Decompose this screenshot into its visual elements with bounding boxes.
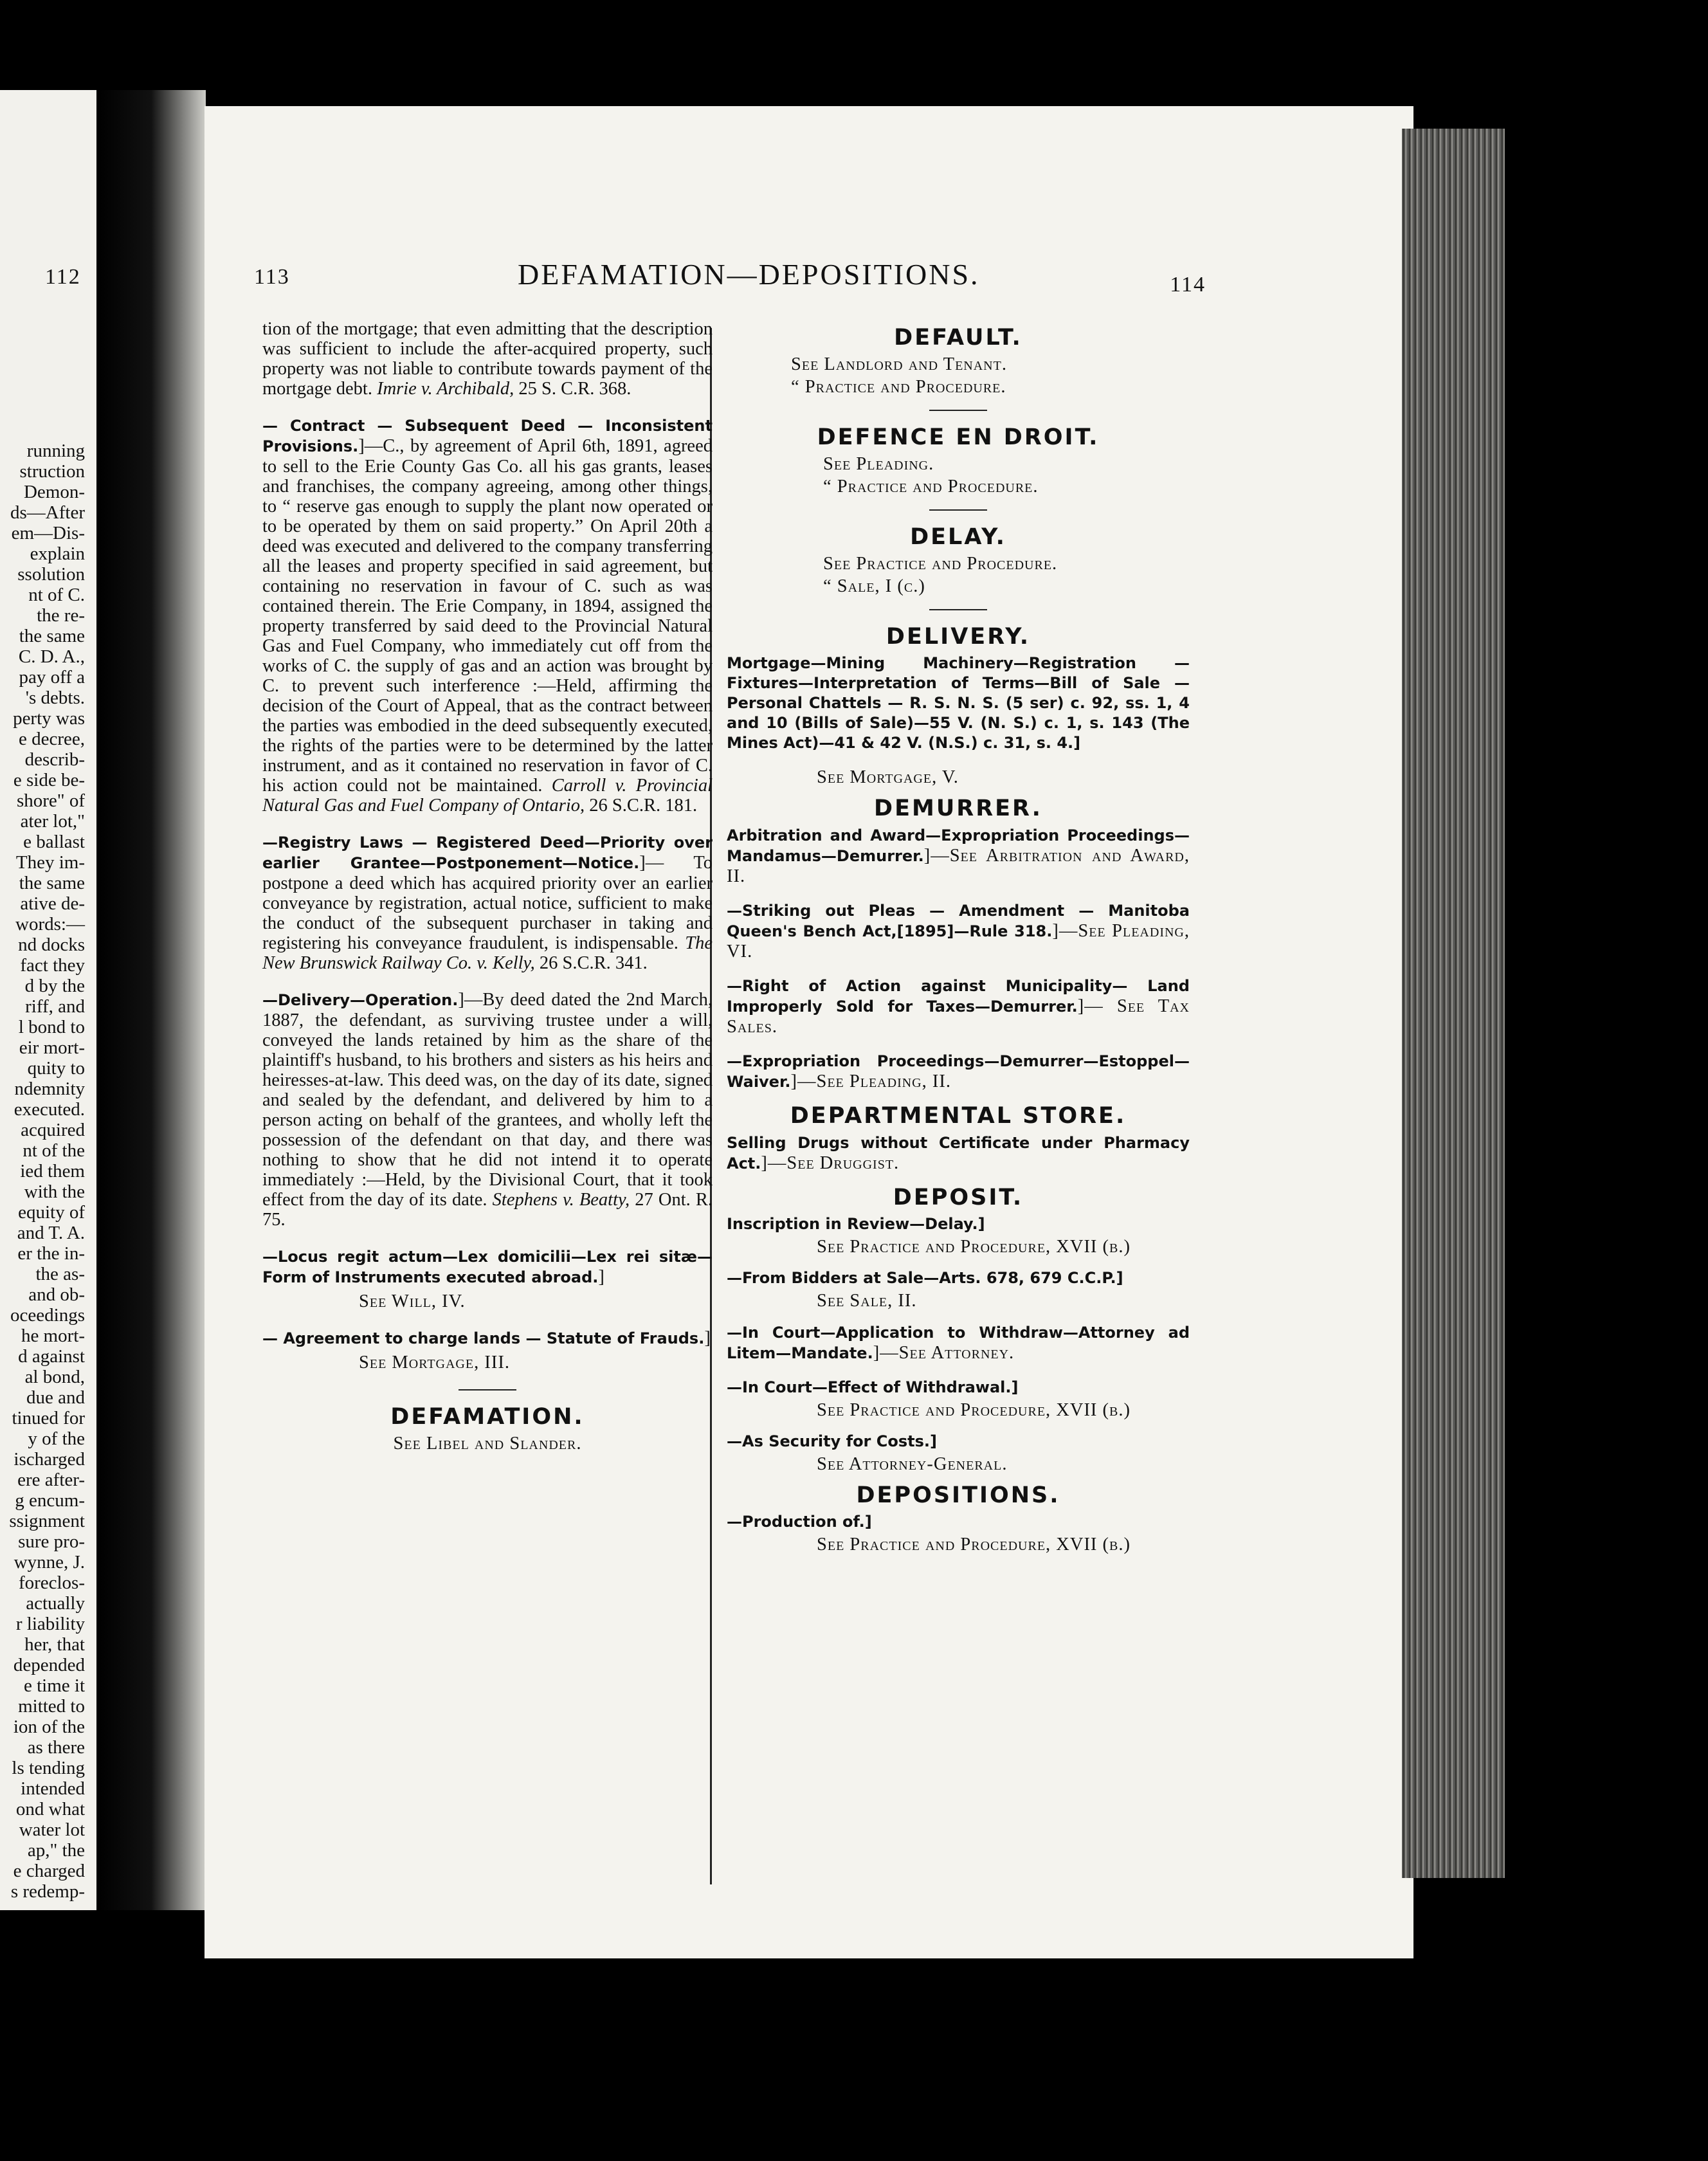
cross-reference: See Practice and Procedure, XVII (b.) — [817, 1535, 1131, 1555]
entry-heading: Arbitration and Award—Expropriation Proceedings—Mandamus—Demurrer. — [727, 826, 1190, 865]
facing-page-line: he mort- — [21, 1326, 85, 1346]
facing-page-line: quity to — [27, 1058, 85, 1079]
cross-reference: See Practice and Procedure, XVII (b.) — [817, 1400, 1131, 1420]
facing-page-line: the as- — [35, 1264, 85, 1284]
facing-page-line: r liability — [15, 1614, 85, 1634]
facing-page-line: struction — [19, 461, 85, 482]
facing-page-line: ap," the — [27, 1840, 85, 1861]
running-header — [254, 257, 1206, 296]
section-rule — [929, 609, 987, 610]
facing-page-line: s redemp- — [10, 1881, 85, 1902]
page-title: DEFAMATION—DEPOSITIONS. — [518, 258, 980, 291]
cross-reference: ]—See Pleading, II. — [790, 1071, 951, 1091]
facing-page-line: water lot — [19, 1819, 85, 1840]
facing-page-line: e decree, — [18, 729, 85, 749]
entry-heading: —Right of Action against Municipality— Land Improperly Sold for Taxes—Demurrer. — [727, 977, 1190, 1016]
facing-page-line: actually — [26, 1593, 85, 1614]
right-column — [727, 319, 1190, 1566]
section-heading-defence: DEFENCE EN DROIT. — [817, 424, 1100, 450]
facing-page-line: ssolution — [17, 564, 85, 585]
facing-page-line: d by the — [24, 976, 85, 996]
report-reference: 26 S.C.R. 341. — [539, 953, 648, 973]
facing-page-line: l bond to — [18, 1017, 85, 1037]
entry-heading: —As Security for Costs.] — [727, 1432, 937, 1450]
section-heading-depositions: DEPOSITIONS. — [856, 1482, 1060, 1508]
entry-locus-regit: —Locus regit actum—Lex domicilii—Lex rei sitæ—Form of Instruments executed abroad.] — [262, 1248, 713, 1287]
facing-page-line: ere after- — [17, 1470, 85, 1490]
cross-reference: “ Practice and Procedure. — [791, 377, 1006, 397]
facing-page-line: the same — [19, 873, 85, 893]
section-heading-delivery: DELIVERY. — [886, 624, 1031, 650]
facing-page-line: foreclos- — [18, 1573, 85, 1593]
entry-heading: Mortgage—Mining Machinery—Registration —Fixtures—Interpretation of Terms—Bill of Sale — Personal Chattels — R. S. N. S. (5 ser) c. 92, ss. 1, 4 and 10 (Bills of Sale)—55 V. (N. S.) c. 1, s. 143 (The Mines Act)—41 & 42 V. (N.S.) c. 31, s. 4.] — [727, 654, 1190, 752]
cross-reference: See Pleading. — [823, 454, 934, 474]
cross-reference: ]— See Tax Sales. — [727, 996, 1190, 1037]
entry-heading: —Locus regit actum—Lex domicilii—Lex rei sitæ—Form of Instruments executed abroad. — [262, 1248, 713, 1286]
facing-page-line: ion of the — [13, 1717, 85, 1737]
cross-reference: See Attorney-General. — [817, 1454, 1008, 1474]
entry-agreement: — Agreement to charge lands — Statute of Frauds.] — [262, 1328, 711, 1348]
facing-page-line: describ- — [24, 749, 85, 770]
cross-reference: See Libel and Slander. — [393, 1434, 582, 1454]
report-reference: 27 Ont. R. 75. — [262, 1190, 713, 1230]
section-rule — [459, 1389, 516, 1391]
facing-page-line: 's debts. — [25, 688, 85, 708]
facing-page-line: e charged — [13, 1861, 85, 1881]
facing-page-line: perty was — [13, 708, 85, 729]
entry-heading: — Contract — Subsequent Deed — Inconsistent Provisions. — [262, 417, 713, 455]
cross-reference: See Mortgage, V. — [817, 767, 959, 787]
cross-reference: See Mortgage, III. — [359, 1353, 510, 1372]
facing-page-line: nt of the — [23, 1140, 85, 1161]
facing-page-line: equity of — [18, 1202, 85, 1223]
section-heading-delay: DELAY. — [910, 524, 1006, 550]
facing-page-line: as there — [27, 1737, 85, 1758]
entry-demurrer-4 — [727, 1051, 1190, 1092]
facing-page-line: pay off a — [19, 667, 85, 688]
facing-page-line: words:— — [15, 914, 85, 935]
entry-heading: —Delivery—Operation. — [262, 991, 459, 1009]
facing-page-line: executed. — [14, 1099, 85, 1120]
entry-heading: Selling Drugs without Certificate under Pharmacy Act. — [727, 1134, 1190, 1172]
left-column — [262, 319, 713, 1470]
section-rule — [929, 509, 987, 511]
case-citation: Stephens v. Beatty, — [492, 1190, 630, 1210]
entry-heading: Inscription in Review—Delay.] — [727, 1215, 985, 1233]
facing-page-line: and T. A. — [17, 1223, 85, 1243]
facing-page-line: ndemnity — [14, 1079, 85, 1099]
facing-page-line: the re- — [37, 605, 85, 626]
facing-page-line: d against — [18, 1346, 85, 1367]
entry-heading: —In Court—Application to Withdraw—Attorney ad Litem—Mandate. — [727, 1324, 1190, 1362]
entry-heading: —Production of.] — [727, 1513, 872, 1531]
entry-delivery-operation: —Delivery—Operation.]—By deed dated the 2nd March, 1887, the defendant, as surviving trustee under a will, conveyed the lands retained by him as the share of the plaintiff's husband, to his brothers and sisters as his heirs and heiresses-at-law. This deed was, on the day of its date, signed and sealed by the defendant, and delivered by him to a person acting on behalf of the grantees, and wholly left the possession of the defendant on that day, and there was nothing to show that he did not intend it to operate immediately :—Held, by the Divisional Court, that it took effect from the day of its date. Stephens v. Beatty, 27 Ont. R. 75. — [262, 990, 713, 1230]
facing-page-line: ls tending — [12, 1758, 85, 1778]
entry-continuation: tion of the mortgage; that even admitting that the description was sufficient to include the after-acquired property, such property was not liable to contribute towards payment of the mortgage debt. Imrie v. Archibald, 25 S. C.R. 368. — [262, 319, 713, 399]
facing-page-line: e ballast — [23, 832, 85, 852]
facing-page-line: with the — [24, 1181, 85, 1202]
cross-reference: See Will, IV. — [359, 1291, 466, 1311]
section-rule — [929, 410, 987, 411]
facing-page-line: g encum- — [15, 1490, 85, 1511]
section-heading-defamation: DEFAMATION. — [390, 1404, 585, 1430]
entry-heading: —From Bidders at Sale—Arts. 678, 679 C.C.P.] — [727, 1269, 1123, 1287]
entry-heading: —In Court—Effect of Withdrawal.] — [727, 1378, 1019, 1396]
cross-reference: See Sale, II. — [817, 1291, 917, 1311]
entry-heading: —Expropriation Proceedings—Demurrer—Estoppel—Waiver. — [727, 1052, 1190, 1091]
section-heading-deposit: DEPOSIT. — [893, 1185, 1024, 1210]
entry-heading: —Striking out Pleas — Amendment — Manitoba Queen's Bench Act,[1895]—Rule 318. — [727, 902, 1190, 940]
facing-page-line: acquired — [21, 1120, 85, 1140]
facing-page-line: They im- — [15, 852, 85, 873]
cross-reference: “ Practice and Procedure. — [823, 477, 1039, 497]
facing-page-line: nt of C. — [28, 585, 85, 605]
case-citation: The New Brunswick Railway Co. v. Kelly, — [262, 933, 713, 973]
facing-page-line: shore" of — [16, 790, 85, 811]
facing-page-line: tinued for — [12, 1408, 85, 1428]
cross-reference: ]—See Arbitration and Award, II. — [727, 846, 1190, 886]
facing-page-line: depended — [13, 1655, 85, 1675]
cross-reference: ]—See Druggist. — [761, 1153, 900, 1173]
cross-reference: See Practice and Procedure. — [823, 554, 1058, 574]
entry-deposit-3 — [727, 1322, 1190, 1363]
entry-heading: —Registry Laws — Registered Deed—Priority over earlier Grantee—Postponement—Notice. — [262, 834, 713, 872]
entry-heading: — Agreement to charge lands — Statute of Frauds. — [262, 1329, 705, 1347]
facing-page-line: ischarged — [14, 1449, 85, 1470]
facing-page-line: al bond, — [24, 1367, 85, 1387]
facing-page-line: explain — [30, 543, 85, 564]
book-gutter — [96, 90, 206, 1910]
entry-departmental-store — [727, 1133, 1190, 1174]
cross-reference: ]—See Pleading, VI. — [727, 921, 1190, 962]
facing-page-line: mitted to — [18, 1696, 85, 1717]
facing-page-line: fact they — [20, 955, 85, 976]
facing-page-line: and ob- — [28, 1284, 85, 1305]
facing-page-line: ssignment — [9, 1511, 85, 1531]
report-reference: 25 S. C.R. 368. — [518, 379, 631, 399]
facing-page-line: er the in- — [17, 1243, 85, 1264]
facing-page-line: sure pro- — [18, 1531, 85, 1552]
facing-page-line: ater lot," — [20, 811, 85, 832]
cross-reference: ]—See Attorney. — [873, 1343, 1015, 1363]
entry-demurrer-2 — [727, 900, 1190, 962]
facing-page-line: e time it — [23, 1675, 85, 1696]
cross-reference: See Landlord and Tenant. — [791, 354, 1007, 374]
entry-registry-laws: —Registry Laws — Registered Deed—Priority over earlier Grantee—Postponement—Notice.]— To postpone a deed which has acquired priority over an earlier conveyance by registration, actual notice, sufficient to make the conduct of the subsequent purchaser in taking and registering his conveyance fraudulent, is indispensable. The New Brunswick Railway Co. v. Kelly, 26 S.C.R. 341. — [262, 834, 713, 973]
facing-page-line: due and — [26, 1387, 85, 1408]
facing-page-line: Demon- — [23, 482, 85, 502]
facing-page-line: running — [26, 441, 85, 461]
page-number-left: 113 — [254, 265, 290, 289]
entry-contract: — Contract — Subsequent Deed — Inconsistent Provisions.]—C., by agreement of April 6th, 1891, agreed to sell to the Erie County Gas Co. all his gas grants, leases and franchises, the company agreeing, among other things, to “ reserve gas enough to supply the plant now operated or to be operated by them on said property.” On April 20th a deed was executed and delivered to the company transferring all the leases and property specified in said agreement, but containing no reservation in favour of C. such as was contained therein. The Erie Company, in 1894, assigned the property transferred by said deed to the Provincial Natural Gas and Fuel Company, who immediately cut off from the works of C. the supply of gas and an action was brought by C. to prevent such interference :—Held, affirming the decision of the Court of Appeal, that as the contract between the parties was embodied in the deed subsequently executed, the rights of the parties were to be determined by the latter instrument, and as it contained no reservation in favor of C. his action could not be maintained. Carroll v. Provincial Natural Gas and Fuel Company of Ontario, 26 S.C.R. 181. — [262, 417, 713, 816]
section-heading-departmental-store: DEPARTMENTAL STORE. — [790, 1103, 1127, 1129]
facing-page-line: ied them — [20, 1161, 85, 1181]
cross-reference: “ Sale, I (c.) — [823, 576, 925, 596]
facing-page-line: oceedings — [10, 1305, 85, 1326]
facing-page-line: riff, and — [25, 996, 85, 1017]
facing-page-number: 112 — [45, 265, 81, 289]
facing-page-line: ond what — [15, 1799, 85, 1819]
facing-page-line: ds—After — [10, 502, 85, 523]
facing-page-line: e side be- — [13, 770, 85, 790]
report-reference: 26 S.C.R. 181. — [589, 796, 698, 816]
page-number-right: 114 — [1170, 273, 1206, 296]
page-edges — [1402, 129, 1505, 1878]
case-citation: Imrie v. Archibald, — [377, 379, 514, 399]
facing-page-line: ative de- — [20, 893, 85, 914]
entry-demurrer-1 — [727, 825, 1190, 886]
facing-page-line: y of the — [28, 1428, 85, 1449]
facing-page-line: eir mort- — [19, 1037, 85, 1058]
facing-page-line: her, that — [24, 1634, 85, 1655]
entry-demurrer-3 — [727, 976, 1190, 1037]
facing-page-line: em—Dis- — [11, 523, 85, 543]
facing-page-line: nd docks — [18, 935, 85, 955]
facing-page-fragment — [0, 90, 96, 1910]
facing-page-line: C. D. A., — [18, 646, 85, 667]
cross-reference: See Practice and Procedure, XVII (b.) — [817, 1237, 1131, 1257]
facing-page-line: wynne, J. — [14, 1552, 85, 1573]
section-heading-demurrer: DEMURRER. — [874, 796, 1042, 821]
facing-page-line: the same — [19, 626, 85, 646]
case-citation: Carroll v. Provincial Natural Gas and Fuel Company of Ontario, — [262, 776, 713, 816]
facing-page-line: intended — [21, 1778, 85, 1799]
facing-page-text — [0, 441, 85, 1902]
section-heading-default: DEFAULT. — [894, 325, 1022, 351]
